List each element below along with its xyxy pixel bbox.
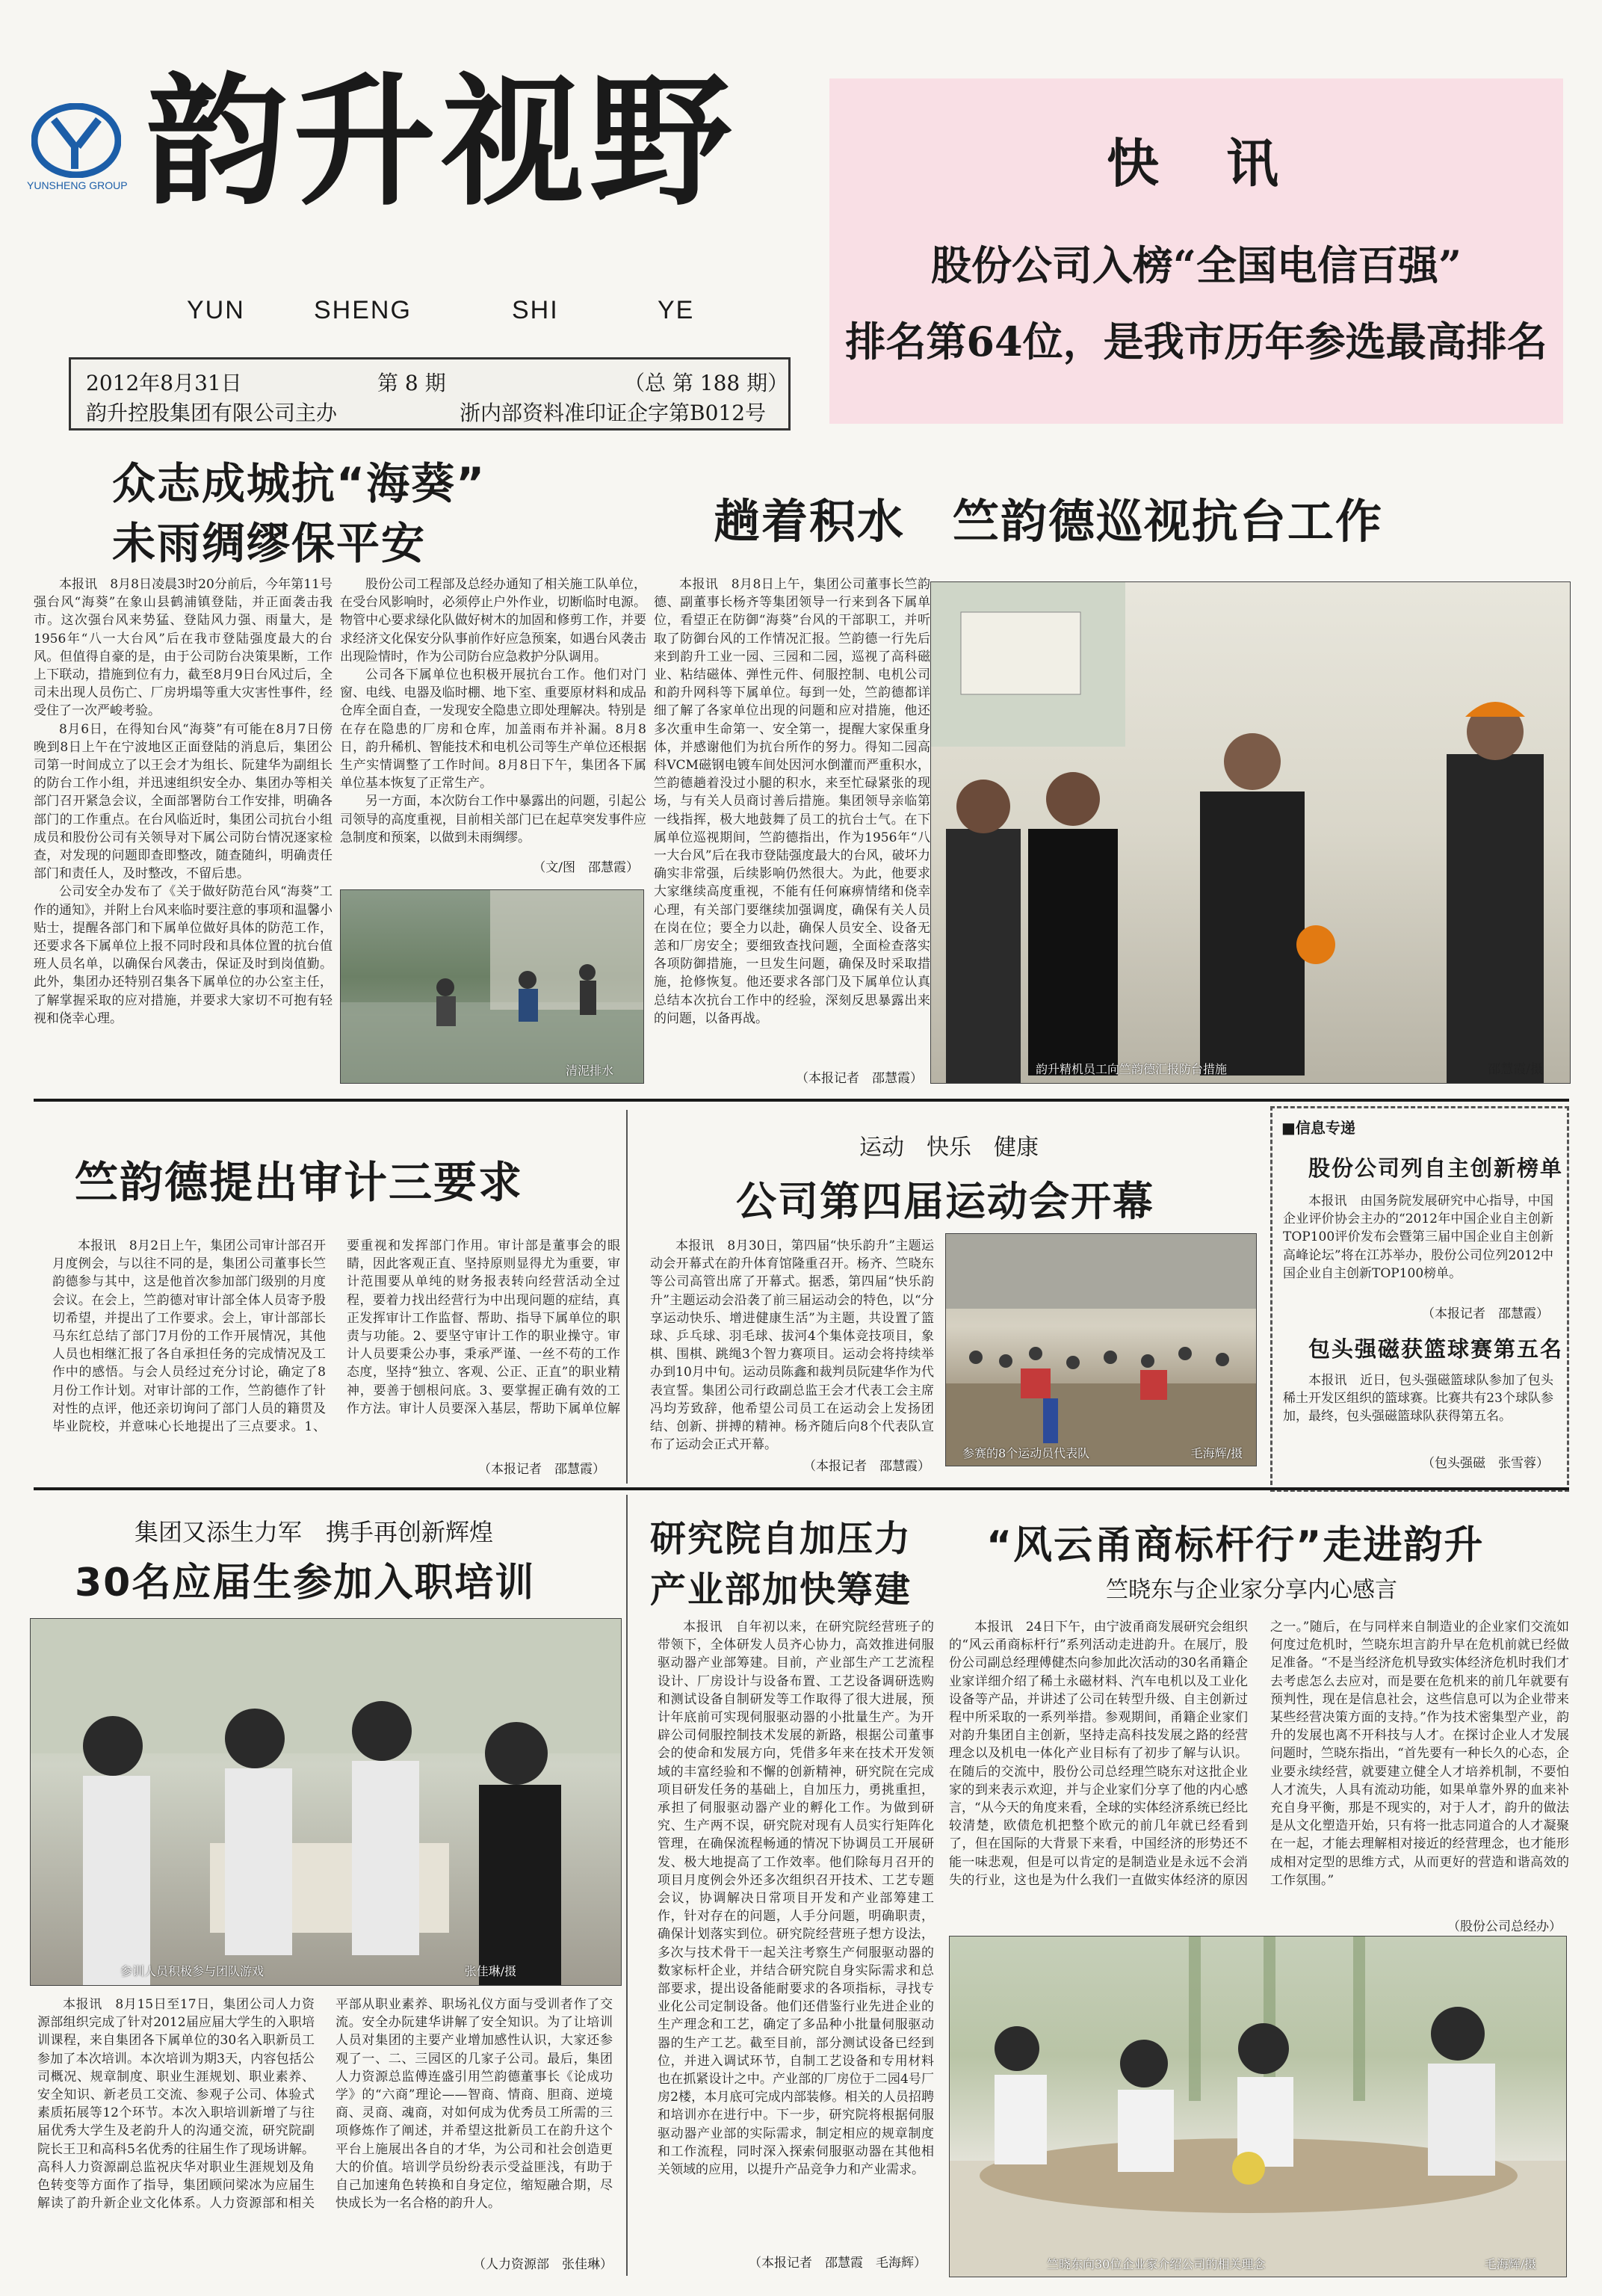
audit-byline: （本报记者 邵慧霞） [478,1462,605,1477]
bulletin-headline-2: 包头强磁获篮球赛第五名 [1308,1336,1564,1362]
training-article [30,1618,620,2276]
pinyin-shi: SHI [512,296,559,324]
training-kicker: 集团又添生力军 携手再创新辉煌 [134,1518,494,1546]
info-bulletin [1270,1106,1569,1492]
typhoon-article [34,575,646,1084]
masthead [0,0,814,441]
brand-body: 本报讯 24日下午，由宁波甬商发展研究会组织的“风云甬商标杆行”系列活动走进韵升。在展厅，股份公司副总经理傅健杰向参加此次活动的30名甬籍企业家详细介绍了稀土永磁材料、汽车电机以及工业化设备等产品，并讲述了公司在转型升级、自主创新过程中所采取的一系列举措。参观期间，甬籍企业家们对韵升集团自主创新，坚持走高科技发展之路的经营理念以及机电一体化产业目标有了初步了解与认识。在随后的交流中，股份公司总经理竺晓东对这批企业家的到来表示欢迎，并与企业家们分享了他的内心感言，“从今天的角度来看，全球的实体经济系统已经比较清楚，欧债危机把整个欧元的前几年就已经看到了，但在国际的大背景下来看，中国经济的形势还不能一味悲观，但是可以肯定的是制造业是永远不会消失的行业，这也是为什么我们一直做实体经济的原因之一。”随后，在与同样来自制造业的企业家们交流如何度过危机时，竺晓东坦言韵升早在危机前就已经做足准备。“不是当经济危机导致实体经济危机时我们才去考虑怎么去应对，而是要在危机来的前几年就要有预判性，现在是信息社会，这些信息可以为企业带来某些经营决策方面的支持。”作为技术密集型产业，韵升的发展也离不开科技与人才。在探讨企业人才发展问题时，竺晓东指出，“首先要有一种长久的心态，企业要永续经营，就要建立健全人才培养机制，不要怕人才流失，人具有流动功能，如果单靠外界的血来补充自身平衡，那是不现实的，对于人才，韵升的做法是从文化塑造开始，只有将一批志同道合的人才凝聚在一起，才能去理解相对接近的经营理念，也才能形成相对定型的思维方式，从而更好的营造和谐高效的工作氛围。” [949,1620,1569,1888]
research-article [658,1618,934,2276]
brand-photo [949,1936,1567,2277]
row-divider-1 [34,1099,1569,1102]
bulletin-label: ■信息专递 [1281,1119,1355,1137]
training-photo-credit: 张佳琳/摄 [464,1964,516,1978]
audit-body: 本报讯 8月2日上午，集团公司审计部召开月度例会，与以往不同的是，集团公司董事长竺韵德参与其中，这是他首次参加部门级别的月度会议。在会上，竺韵德对审计部全体人员寄予殷切希望，并提出了工作要求。会上，审计部部长马东红总结了部门7月份的工作开展情况，其他人员也相继汇报了各自承担任务的完成情况及工作中的感悟。与会人员经过充分讨论，确定了8月份工作计划。对审计部的工作，竺韵德作了针对性的点评，他还亲切询问了部门人员的籍贯及毕业院校，并意味心长地提出了三点要求。1、要重视和发挥部门作用。审计部是董事会的眼睛，因此客观正直、坚持原则显得尤为重要，审计范围要从单纯的财务报表转向经营活动全过程，要着力找出经营行为中出现问题的症结，真正发挥审计工作监督、帮助、指导下属单位的职责与功能。2、要坚守审计工作的职业操守。审计人员要秉公办事，秉承严谨、一丝不苟的工作态度，坚持“独立、客观、公正、正直”的职业精神，要善于刨根问底。3、要掌握正确有效的工作方法。审计人员要深入基层，帮助下属单位解 [52,1238,620,1435]
sports-byline: （本报记者 邵慧霞） [803,1459,930,1474]
sports-crowd-icon [946,1234,1256,1466]
bulletin-headline-1: 股份公司列自主创新榜单 [1308,1155,1564,1181]
sports-photo-caption: 参赛的8个运动员代表队 [962,1446,1090,1460]
flash-line2: 排名第64位，是我市历年参选最高排名 [845,318,1547,365]
typhoon-para-5: 公司各下属单位也积极开展抗台工作。他们对门窗、电线、电器及临时棚、地下室、重要原材料和成品仓库全面自查，一发现安全隐患立即处理解决。特别是在存在隐患的厂房和仓库，加盖雨布并补漏。8月8日，韵升稀机、智能技术和电机公司等生产单位还根据生产实情调整了工作时间。8月8日下午，集团各下属单位基本恢复了正常生产。 [340,667,646,791]
research-byline: （本报记者 邵慧霞 毛海辉） [749,2256,927,2271]
typhoon-headline-1: 众志成城抗“海葵” [112,458,486,509]
typhoon-para-4: 股份公司工程部及总经办通知了相关施工队单位，在受台风影响时，必须停止户外作业，切断临时电源。物管中心要求绿化队做好树木的加固和修剪工作，并要求经济文化保安分队事前作好应急预案，如遇台风袭击出现险情时，作为公司防台应急救护分队调用。 [340,577,646,664]
audit-headline: 竺韵德提出审计三要求 [75,1157,524,1208]
brand-byline: （股份公司总经办） [1447,1919,1562,1934]
training-photo-caption: 参训人员积极参与团队游戏 [120,1964,265,1978]
training-photo [30,1618,622,1986]
inspection-body: 本报讯 8月8日上午，集团公司董事长竺韵德、副董事长杨齐等集团领导一行来到各下属单位，看望正在防御“海葵”台风的干部职工，并听取了防御台风的工作情况汇报。竺韵德一行先后来到韵升工业一园、三园和二园，巡视了高科磁业、粘结磁体、弹性元件、伺服控制、电机公司和韵升网科等下属单位。每到一处，竺韵德都详细了解了各家单位出现的问题和应对措施，他还多次重申生命第一、安全第一，提醒大家保重身体，并感谢他们为抗台所作的努力。得知二园高科VCM磁钢电镀车间处因河水倒灌而严重积水，竺韵德趟着没过小腿的积水，来至忙碌紧张的现场，与有关人员商讨善后措施。集团领导亲临第一线指挥，极大地鼓舞了员工的抗台士气。在下属单位巡视期间，竺韵德指出，作为1956年“八一大台风”后在我市登陆强度最大的台风，破坏力确实非常强，后续影响仍然很大。为此，他要求大家继续高度重视，不能有任何麻痹情绪和侥幸心理，有关部门要继续加强调度，确保有关人员在岗在位；要全力以赴，确保人员安全、设备无恙和厂房安全；要细致查找问题，全面检查落实各项防御措施，一旦发生问题，确保及时采取措施，抢修恢复。他还要求各部门及下属单位认真总结本次抗台工作中的经验，深刻反思暴露出来的问题，以备再战。 [654,577,930,1026]
issue-number: 第 8 期 [377,371,446,395]
bulletin-byline-2: （包头强磁 张雪蓉） [1422,1456,1549,1471]
bulletin-byline-1: （本报记者 邵慧霞） [1422,1306,1549,1321]
brand-subheadline: 竺晓东与企业家分享内心感言 [1106,1577,1397,1603]
pinyin-ye: YE [658,296,695,324]
inspection-byline: （本报记者 邵慧霞） [796,1071,923,1086]
audit-article [52,1237,620,1476]
pinyin-sheng: SHENG [314,296,412,324]
column-divider-3a [626,1495,628,2276]
inspection-photo-caption: 韵升精机员工向竺韵德汇报防台措施 [1036,1062,1228,1076]
training-body: 本报讯 8月15日至17日，集团公司人力资源部组织完成了针对2012届应届大学生的入职培训课程，来自集团各下属单位的30名入职新员工参加了本次培训。本次培训为期3天，内容包括公司概况、规章制度、职业生涯规划、职业素养、安全知识、新老员工交流、参观子公司、体验式素质拓展等12个环节。本次入职培训新增了与往届优秀大学生及老韵升人的沟通交流，研究院副院长王卫和高科5名优秀的往届生作了现场讲解。高科人力资源副总监祝庆华对职业生涯规划及角色转变等方面作了指导，集团顾问梁冰为应届生解读了韵升新企业文化体系。人力资源部和相关平部从职业素养、职场礼仪方面与受训者作了交流。安全办阮建华讲解了安全知识。为了让培训人员对集团的主要产业增加感性认识，大家还参观了一、二、三园区的几家子公司。最后，集团人力资源总监傅连盛引用竺韵德董事长《论成功学》的“六商”理论——智商、情商、胆商、逆境商、灵商、魂商，对如何成为优秀员工所需的三项修炼作了阐述，并希望这批新员工在韵升这个平台上施展出各自的才华，为公司和社会创造更大的价值。培训学员纷纷表示受益匪浅，有助于自己加速角色转换和自身定位，缩短融合期，尽快成长为一名合格的韵升人。 [37,1997,613,2212]
inspection-people-icon [931,582,1570,1083]
brand-article [949,1618,1569,2276]
typhoon-para-1: 本报讯 8月8日凌晨3时20分前后，今年第11号强台风“海葵”在象山县鹤浦镇登陆，并正面袭击我市。这次强台风来势猛、登陆风力强、雨量大，是1956年“八一大台风”后在我市登陆强度最大的台风。但值得自豪的是，由于公司防台决策果断，工作上下联动，措施到位有力，截至8月9日台风过后，全司未出现人员伤亡、厂房坍塌等重大灾害性事件，经受住了一次严峻考验。 [34,577,333,719]
training-byline: （人力资源部 张佳琳） [473,2257,613,2272]
masthead-title: 韵升视野 [146,58,738,225]
sports-article [650,1237,1263,1476]
sports-headline: 公司第四届运动会开幕 [736,1178,1154,1225]
research-headline-1: 研究院自加压力 [650,1518,912,1560]
inspection-photo [930,581,1571,1084]
typhoon-para-6: 另一方面，本次防台工作中暴露出的问题，引起公司领导的高度重视，目前相关部门已在起草突发事件应急制度和预案，以做到未雨绸缪。 [340,794,646,845]
training-headline: 30名应届生参加入职培训 [75,1561,536,1605]
research-body: 本报讯 自年初以来，在研究院经营班子的带领下，全体研发人员齐心协力，高效推进伺服驱动器产业部筹建。目前，产业部生产工艺流程设计、厂房设计与设备布置、工艺设备调研选购和测试设备自制研发等工作取得了很大进展，预计年底前可实现伺服驱动器的小批量生产。为开辟公司伺服控制技术发展的新路，根据公司董事会的使命和发展方向，凭借多年来在技术开发领域的丰富经验和不懈的创新精神，研究院在完成项目研发任务的基础上，自加压力，勇挑重担，承担了伺服驱动器产业的孵化工作。为做到研究、生产两不误，研究院对现有人员实行矩阵化管理，在确保流程畅通的情况下协调员工开展研发、极大地提高了工作效率。他们除每月召开的项目月度例会外还多次组织召开技术、工艺专题会议，协调解决日常项目开发和产业部筹建工作，针对存在的问题，人手分问题，明确职责，确保计划落实到位。研究院经营班子想方设法，多次与技术骨干一起关注考察生产伺服驱动器的数家标杆企业，并结合研究院自身实际需求和总部要求，提出设备能耐要求的各项指标，寻找专业化公司定制设备。他们还借鉴行业先进企业的生产理念和工艺，确定了多品种小批量伺服驱动器的生产工艺。截至目前，部分测试设备已经到位，并进入调试环节，自制工艺设备和专用材料也在抓紧设计之中。产业部的厂房位于二园4号厂房2楼，本月底可完成内部装修。相关的人员招聘和培训亦在进行中。下一步，研究院将根据伺服驱动器产业部的实际需求，制定相应的规章制度和工作流程，同时深入探索伺服驱动器在其他相关领域的应用，以提升产品竞争力和产业需求。 [658,1620,934,2178]
inspection-headline: 趟着积水 竺韵德巡视抗台工作 [714,494,1384,549]
sports-kicker: 运动 快乐 健康 [859,1135,1039,1161]
flash-line1: 股份公司入榜“全国电信百强” [930,241,1462,289]
research-headline-2: 产业部加快筹建 [650,1569,912,1611]
brand-photo-caption: 竺晓东向30位企业家介绍公司的相关理念 [1047,2257,1266,2271]
issue-date: 2012年8月31日 [86,371,242,395]
row-divider-2 [34,1487,1569,1490]
logo-text: YUNSHENG GROUP [27,179,128,191]
flash-label: 快 讯 [1107,132,1286,194]
typhoon-photo [340,889,644,1084]
brand-photo-credit: 毛海辉/摄 [1484,2257,1536,2271]
typhoon-headline-2: 未雨绸缪保平安 [112,518,427,569]
sports-photo [945,1233,1257,1466]
flooded-road-icon [341,890,643,1083]
column-divider-2a [626,1110,628,1484]
training-group-icon [31,1619,621,1985]
license-number: 浙内部资料准印证企字第B012号 [460,401,767,425]
inspection-photo-credit: 邵慧霞/摄 [1488,1062,1543,1077]
flash-news-box [829,78,1563,424]
inspection-article [654,575,1569,1084]
pinyin-yun: YUN [187,296,245,324]
brand-headline: “风云甬商标杆行”走进韵升 [986,1523,1485,1568]
issue-total: （总 第 188 期） [624,371,789,395]
typhoon-photo-caption: 清泥排水 [565,1064,613,1078]
typhoon-byline: （文/图 邵慧霞） [533,860,639,875]
sports-photo-credit: 毛海辉/摄 [1190,1446,1243,1460]
yunsheng-logo-icon [31,103,121,178]
bulletin-body-2: 本报讯 近日，包头强磁篮球队参加了包头稀土开发区组织的篮球赛。比赛共有23个球队参加，最终，包头强磁篮球队获得第五名。 [1283,1373,1553,1425]
bulletin-body-1: 本报讯 由国务院发展研究中心指导，中国企业评价协会主办的“2012年中国企业自主创新TOP100评价发布会暨第三届中国企业自主创新高峰论坛”将在江苏举办，股份公司位列2012中国企业自主创新TOP100榜单。 [1283,1194,1553,1281]
sports-body: 本报讯 8月30日，第四届“快乐韵升”主题运动会开幕式在韵升体育馆隆重召开。杨齐、竺晓东等公司高管出席了开幕式。据悉，第四届“快乐韵升”主题运动会沿袭了前三届运动会的特色，以“分享运动快乐、增进健康生活”为主题，共设置了篮球、乒乓球、羽毛球、拔河4个集体竞技项目，象棋、围棋、跳绳3个智力赛项目。运动会将持续举办到10月中旬。运动员陈鑫和裁判员阮建华作为代表宣誓。集团公司行政副总监王会才代表工会主席冯均芳致辞，他希望公司员工在运动会上发扬团结、创新、拼搏的精神。杨齐随后向8个代表队宣布了运动会正式开幕。 [650,1238,934,1453]
typhoon-para-2: 8月6日，在得知台风“海葵”有可能在8月7日傍晚到8日上午在宁波地区正面登陆的消息后，集团公司第一时间成立了以王会才为组长、阮建华为副组长的防台工作小组，并迅速组织安全办、集团办等相关部门召开紧急会议，全面部署防台工作安排，明确各部门的工作重点。在台风临近时，集团公司抗台小组成员和股份公司有关领导对下属公司防台情况逐家检查，对发现的问题即查即整改，随查随纠，明确责任部门和责任人，及时整改，不留后患。 [34,721,333,882]
publisher: 韵升控股集团有限公司主办 [86,401,338,425]
typhoon-para-3: 公司安全办发布了《关于做好防范台风“海葵”工作的通知》，并附上台风来临时要注意的事项和温馨小贴士，提醒各部门和下属单位做好具体的防范工作，还要求各下属单位上报不同时段和具体位置的抗台值班人员名单，以确保台风袭击，保证及时到岗值勤。此外，集团办还特别召集各下属单位的办公室主任，了解掌握采取的应对措施，并要求大家切不可抱有轻视和侥幸心理。 [34,884,333,1026]
issue-info-box [69,357,791,430]
brand-meeting-icon [950,1937,1566,2277]
